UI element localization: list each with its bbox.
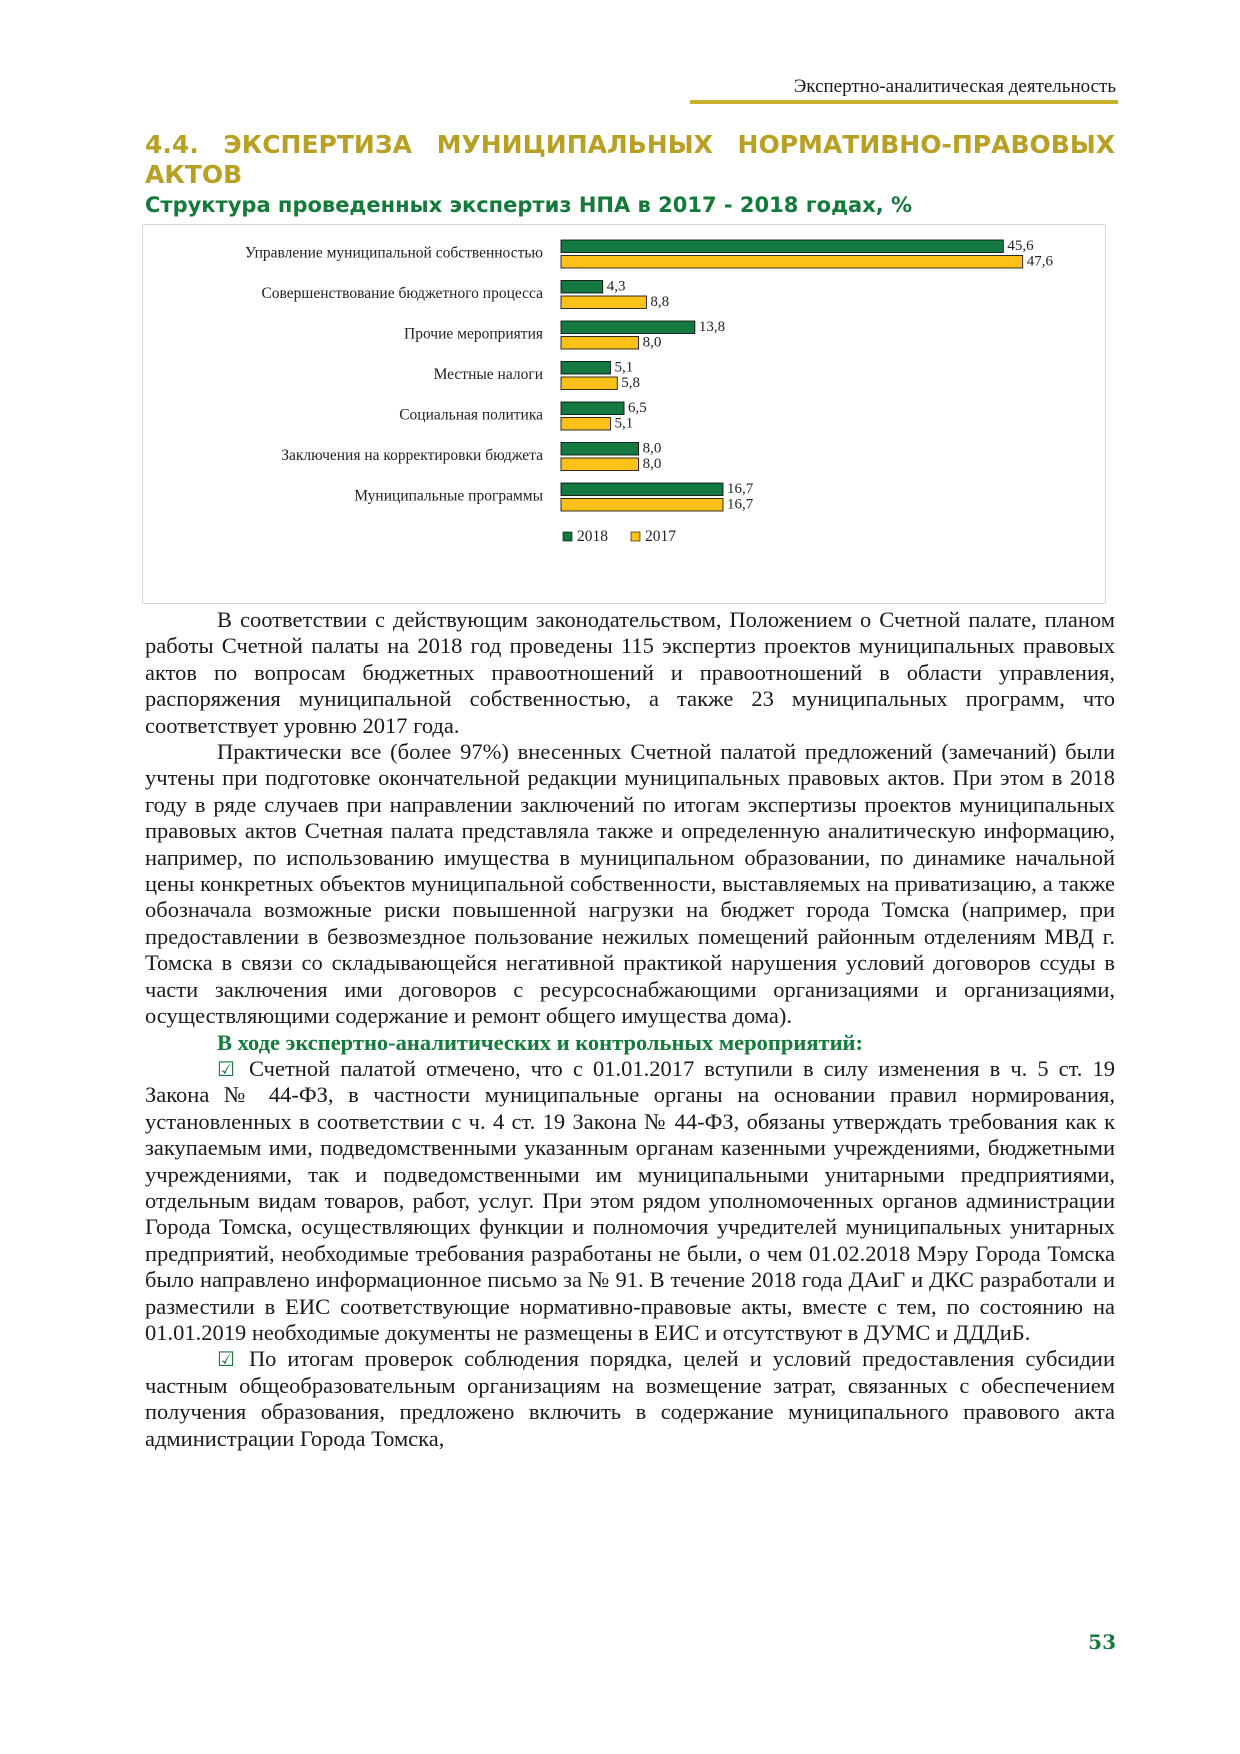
data-label-2018: 13,8 — [698, 319, 726, 335]
body-text — [145, 607, 1115, 1452]
bar-2017 — [561, 337, 639, 350]
subheading: В ходе экспертно-аналитических и контрольных мероприятий: — [217, 1029, 864, 1055]
legend-swatch-2018 — [563, 532, 572, 541]
bar-2017 — [561, 458, 639, 471]
bar-2017 — [561, 296, 646, 309]
paragraph-3 — [145, 1056, 1115, 1346]
bar-2017 — [561, 418, 610, 431]
category-label: Прочие мероприятия — [404, 325, 543, 343]
data-label-2017: 8,8 — [650, 294, 670, 310]
bar-2017 — [561, 499, 723, 512]
data-label-2018: 8,0 — [642, 440, 662, 457]
chart-title: Структура проведенных экспертиз НПА в 2017 - 2018 годах, % — [145, 193, 913, 217]
data-label-2018: 16,7 — [726, 481, 754, 497]
checkbox-icon: ☑ — [217, 1056, 235, 1081]
category-label: Социальная политика — [399, 406, 543, 424]
category-label: Управление муниципальной собственностью — [245, 244, 543, 262]
bar-2018 — [561, 362, 610, 375]
bar-chart — [143, 225, 1105, 603]
paragraph-4-text: По итогам проверок соблюдения порядка, целей и условий предоставления субсидии частным общеобразовательным организациям на возмещение затрат, связанных с обеспечением получения образования, предложено включить в содержание муниципального правового акта администрации Города Томска, — [145, 1346, 1115, 1451]
paragraph-4 — [145, 1346, 1115, 1452]
bar-2018 — [561, 281, 603, 294]
bar-2018 — [561, 443, 639, 456]
category-label: Совершенствование бюджетного процесса — [261, 285, 543, 302]
bar-2018 — [561, 321, 695, 334]
section-title: 4.4. ЭКСПЕРТИЗА МУНИЦИПАЛЬНЫХ НОРМАТИВНО-ПРАВОВЫХ АКТОВ — [145, 130, 1115, 189]
legend-label-2018: 2018 — [577, 528, 608, 545]
paragraph-1: В соответствии с действующим законодательством, Положением о Счетной палате, планом работы Счетной палаты на 2018 год проведены 115 экспертиз проектов муниципальных правовых актов по вопросам бюджетных правоотношений и правоотношений в области управления, распоряжения муниципальной собственностью, а также 23 муниципальных программ, что соответствует уровню 2017 года. — [145, 607, 1115, 738]
bar-2017 — [561, 377, 617, 390]
chart-frame — [142, 224, 1106, 604]
data-label-2017: 47,6 — [1026, 253, 1053, 270]
category-label: Муниципальные программы — [354, 487, 543, 505]
legend-label-2017: 2017 — [645, 528, 676, 545]
header-rule — [690, 100, 1118, 104]
data-label-2018: 45,6 — [1007, 238, 1034, 254]
bar-2018 — [561, 483, 723, 496]
data-label-2018: 6,5 — [628, 400, 647, 416]
legend-swatch-2017 — [631, 532, 640, 541]
page-number: 53 — [1088, 1630, 1116, 1654]
category-label: Местные налоги — [433, 366, 543, 383]
bar-2018 — [561, 402, 624, 415]
data-label-2018: 4,3 — [606, 278, 626, 295]
data-label-2017: 8,0 — [642, 334, 662, 351]
data-label-2017: 5,1 — [614, 415, 634, 432]
data-label-2017: 8,0 — [642, 456, 662, 472]
running-header: Экспертно-аналитическая деятельность — [793, 76, 1116, 97]
data-label-2018: 5,1 — [614, 359, 634, 376]
paragraph-2: Практически все (более 97%) внесенных Счетной палатой предложений (замечаний) были учтены при подготовке окончательной редакции муниципальных правовых актов. При этом в 2018 году в ряде случаев при направлении заключений по итогам экспертизы проектов муниципальных правовых актов Счетная палата представляла также и определенную аналитическую информацию, например, по использованию имущества в муниципальном образовании, по динамике начальной цены конкретных объектов муниципальной собственности, выставляемых на приватизацию, а также обозначала возможные риски повышенной нагрузки на бюджет города Томска (например, при предоставлении в безвозмездное пользование нежилых помещений районным отделениям МВД г. Томска в связи со складывающейся негативной практикой нарушения условий договоров ссуды в части заключения ими договоров с ресурсоснабжающими организациями и организациями, осуществляющими содержание и ремонт общего имущества дома). — [145, 739, 1115, 1029]
data-label-2017: 16,7 — [726, 496, 754, 513]
bar-2018 — [561, 240, 1003, 253]
paragraph-3-text: Счетной палатой отмечено, что с 01.01.2017 вступили в силу изменения в ч. 5 ст. 19 Закона № 44-ФЗ, в частности муниципальные органы на основании правил нормирования, установленных в соответствии с ч. 4 ст. 19 Закона № 44-ФЗ, обязаны утверждать требования как к закупаемым ими, подведомственными указанным органам казенными учреждениями, бюджетными учреждениями, так и подведомственными им муниципальными унитарными предприятиями, отдельным видам товаров, работ, услуг. При этом рядом уполномоченных органов администрации Города Томска, осуществляющих функции и полномочия учредителей муниципальных унитарных предприятий, необходимые требования разработаны не были, о чем 01.02.2018 Мэру Города Томска было направлено информационное письмо за № 91. В течение 2018 года ДАиГ и ДКС разработали и разместили в ЕИС соответствующие нормативно-правовые акты, вместе с тем, по состоянию на 01.01.2019 необходимые документы не размещены в ЕИС и отсутствуют в ДУМС и ДДДиБ. — [145, 1055, 1115, 1345]
data-label-2017: 5,8 — [621, 375, 641, 391]
category-label: Заключения на корректировки бюджета — [281, 447, 543, 464]
bar-2017 — [561, 256, 1023, 269]
checkbox-icon: ☑ — [217, 1347, 235, 1372]
